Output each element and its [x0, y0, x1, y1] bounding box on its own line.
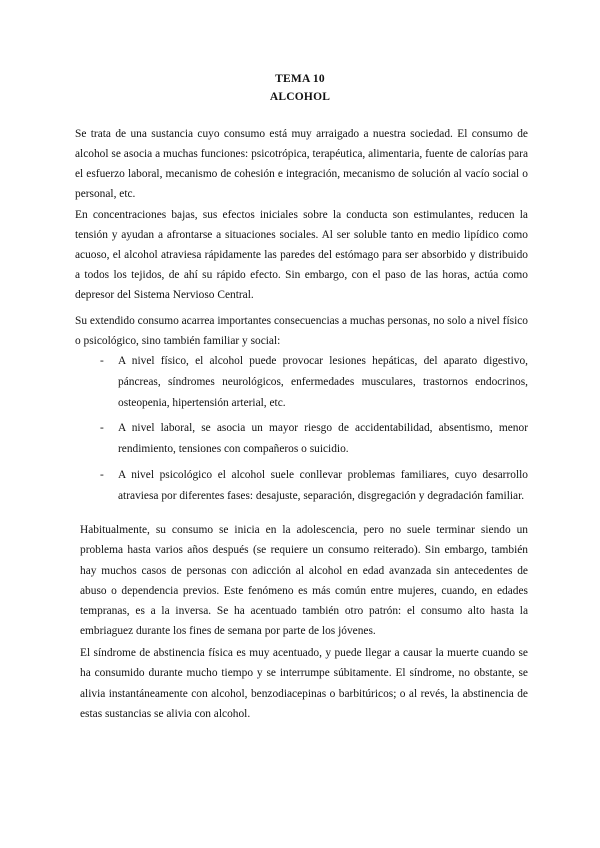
paragraph-onset: Habitualmente, su consumo se inicia en la adolescencia, pero no suele terminar siendo un problema hasta varios años después (se requiere un consumo reiterado). Sin embargo, también hay muchos casos de personas con adicción al alcohol en edad avanzada sin antecedentes de abuso o dependencia previos. Este fenómeno es más común entre mujeres, cuando, en edades tempranas, es a la inversa. Se ha acentuado también otro patrón: el consumo alto hasta la embriaguez durante los fines de semana por parte de los jóvenes. — [80, 524, 528, 638]
list-item-text: A nivel físico, el alcohol puede provocar lesiones hepáticas, del aparato digestivo, páncreas, síndromes neurológicos, enfermedades musculares, trastornos endocrinos, osteopenia, hipertensión arterial, etc. — [118, 355, 528, 409]
bullet-marker: - — [100, 468, 104, 481]
consequences-list — [75, 351, 528, 512]
topic-number: TEMA 10 — [275, 73, 325, 85]
paragraph-consequences: Su extendido consumo acarrea importantes consecuencias a muchas personas, no solo a nivel físico o psicológico, sino también familiar y social: — [75, 315, 528, 347]
paragraph-intro: Se trata de una sustancia cuyo consumo está muy arraigado a nuestra sociedad. El consumo de alcohol se asocia a muchas funciones: psicotrópica, terapéutica, alimentaria, fuente de calorías para el esfuerzo laboral, mecanismo de cohesión e integración, mecanismo de solución al vacío social o personal, etc. — [75, 128, 528, 200]
page-title: ALCOHOL — [269, 91, 331, 103]
bullet-marker: - — [100, 355, 104, 367]
paragraph-withdrawal: El síndrome de abstinencia física es muy acentuado, y puede llegar a causar la muerte cuando se ha consumido durante mucho tiempo y se interrumpe súbitamente. El síndrome, no obstante, se alivia instantáneamente con alcohol, benzodiacepinas o barbitúricos; o al revés, la abstinencia de estas sustancias se alivia con alcohol. — [80, 647, 528, 720]
list-item — [75, 465, 528, 507]
list-item-text: A nivel psicológico el alcohol suele conllevar problemas familiares, cuyo desarrollo atraviesa por diferentes fases: desajuste, separación, disgregación y degradación familiar. — [118, 468, 528, 502]
list-item-text: A nivel laboral, se asocia un mayor riesgo de accidentabilidad, absentismo, menor rendimiento, tensiones con compañeros o suicidio. — [118, 422, 528, 456]
paragraph-effects: En concentraciones bajas, sus efectos iniciales sobre la conducta son estimulantes, reducen la tensión y ayudan a afrontarse a situaciones sociales. Al ser soluble tanto en medio lipídico como acuoso, el alcohol atraviesa rápidamente las paredes del estómago para ser absorbido y distribuido a todos los tejidos, de ahí su rápido efecto. Sin embargo, con el paso de las horas, actúa como depresor del Sistema Nervioso Central. — [75, 209, 528, 301]
bullet-marker: - — [100, 422, 104, 435]
list-item — [75, 418, 528, 460]
title-block — [0, 70, 600, 106]
list-item — [75, 351, 528, 413]
